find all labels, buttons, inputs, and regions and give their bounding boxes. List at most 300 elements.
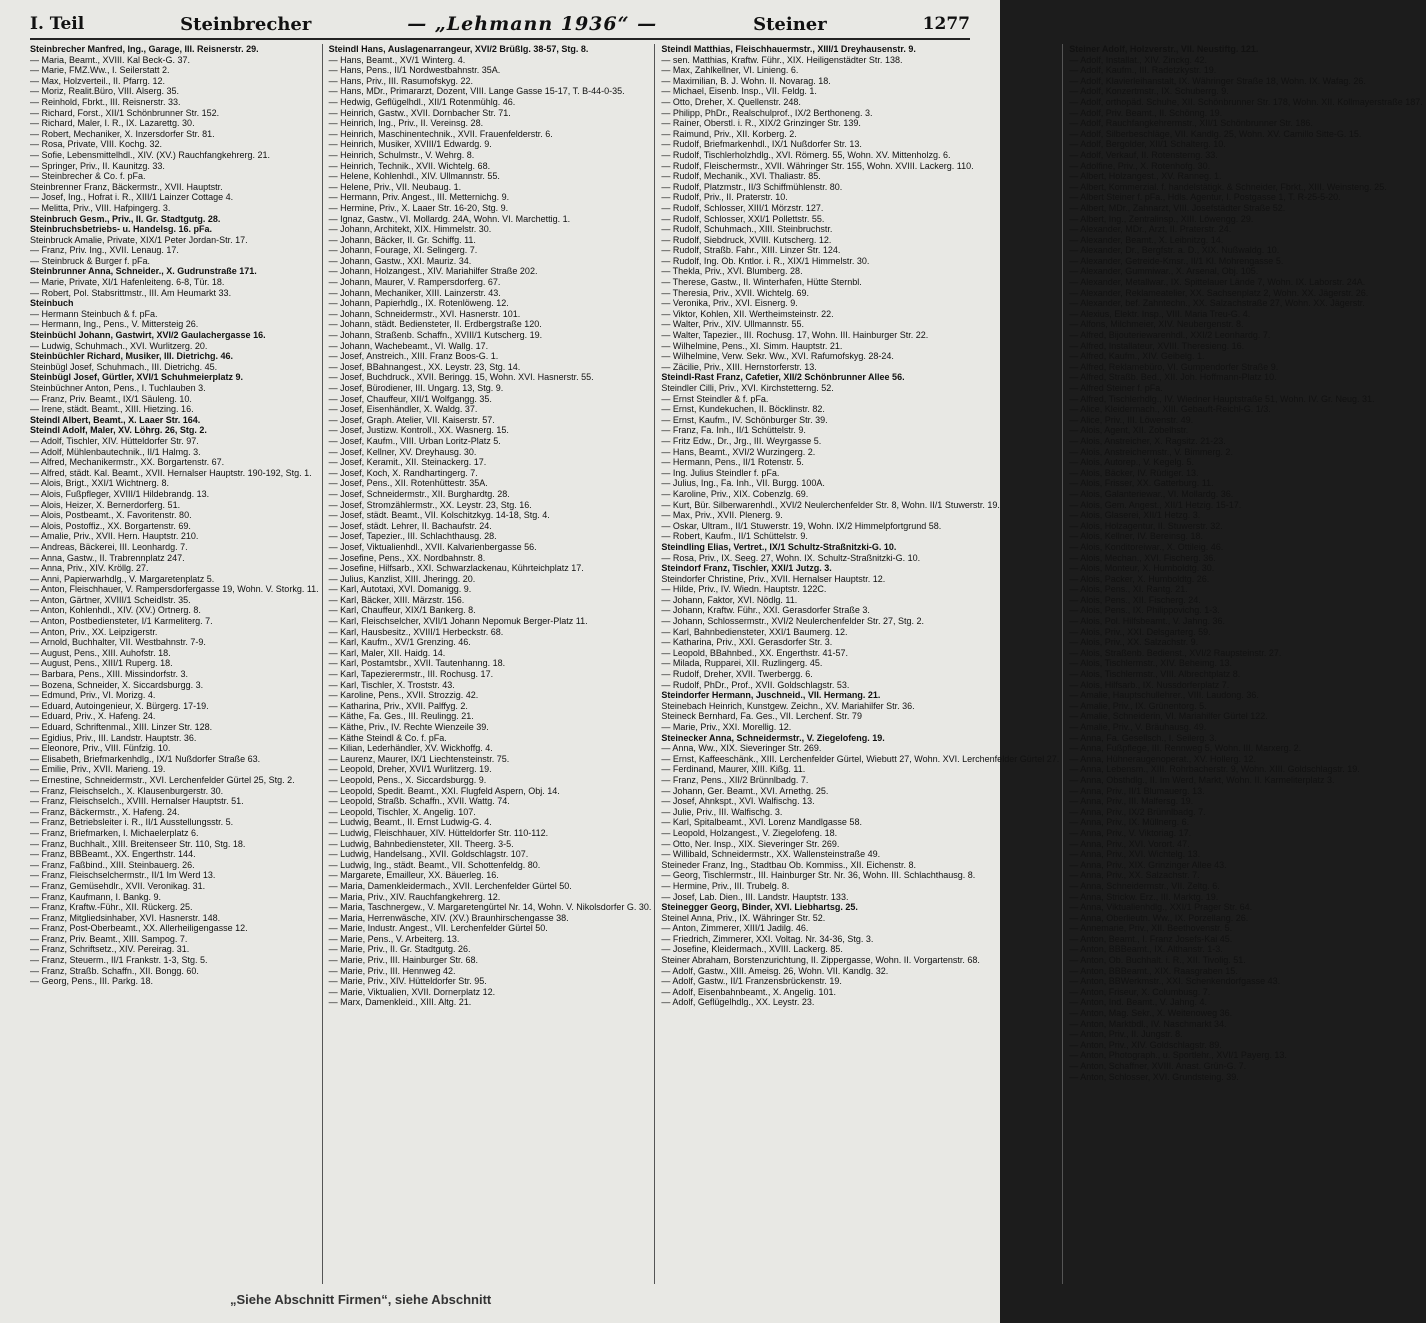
directory-entry: — Johann, Gastw., XXI. Mauriz. 34.: [328, 255, 472, 266]
directory-entry: — Adolf, Installat., XIV. Zinckg. 42.: [1069, 54, 1207, 65]
directory-entry: — Hedwig, Geflügelhdl., XII/1 Rotenmühlg. 46.: [328, 96, 516, 107]
directory-entry: — Otto, Dreher, X. Quellenstr. 248.: [661, 96, 801, 107]
directory-entry: — Adolf, Silberbeschläge, VII. Kandlg. 25, Wohn. XV. Camillo Sitte-G. 15.: [1069, 128, 1362, 139]
directory-entry: Steindling Elias, Vertret., IX/1 Schultz-Straßnitzki-G. 10.: [661, 541, 897, 552]
directory-entry: Steindl Adolf, Maler, XV. Löhrg. 26, Stg. 2.: [30, 425, 207, 436]
directory-entry: — Alois, Straßenb. Bedienst., XVI/2 Raupsteinstr. 27.: [1069, 647, 1282, 658]
directory-entry: — Marie, Private, XI/1 Hafenleiteng. 6-8, Tür. 18.: [30, 277, 225, 288]
directory-entry: — Alois, Glaserei, XII/1 Hetzg. 3.: [1069, 510, 1201, 521]
directory-entry: — Adolfine, Priv., X. Rotenhofg. 30.: [1069, 160, 1211, 171]
directory-entry: — Hermann Steinbuch & f. pFa.: [30, 308, 158, 319]
directory-entry: — Egidius, Priv., III. Landstr. Hauptstr. 36.: [30, 732, 197, 743]
directory-entry: — Anna, Priv., XIX. Grinzinger Allee 43.: [1069, 859, 1227, 870]
directory-entry: — Alois, Agent, XII. Zobelhstr.: [1069, 425, 1189, 436]
directory-entry: — Eduard, Schriftenmal., XIII. Linzer Str. 128.: [30, 722, 213, 732]
directory-entry: — Johann, Holzangest., XIV. Mariahilfer Straße 202.: [328, 266, 538, 277]
directory-entry: — Franz, Gemüsehdlr., XVII. Veronikag. 31.: [30, 880, 206, 891]
directory-entry: Steinbrenner Franz, Bäckermstr., XVII. Hauptstr.: [30, 181, 223, 192]
directory-entry: — Eduard, Priv., X. Hafeng. 24.: [30, 711, 156, 722]
directory-entry: — Hermine, Priv., III. Trubelg. 8.: [661, 880, 790, 891]
directory-entry: — Ernst Steindler & f. pFa.: [661, 393, 769, 404]
directory-entry: — Anna, Priv., XVI. Vorort. 47.: [1069, 838, 1190, 849]
directory-entry: — Margarete, Emailleur, XX. Bäuerleg. 16.: [328, 870, 499, 881]
directory-entry: — Anni, Papierwarhdlg., V. Margaretenplatz 5.: [30, 573, 215, 584]
directory-entry: — Thekla, Priv., XVI. Blumberg. 28.: [661, 266, 803, 277]
directory-entry: — Anton, Gärtner, XVIII/1 Scheidlstr. 35.: [30, 594, 191, 605]
directory-entry: — Viktor, Kohlen, XII. Wertheimsteinstr. 22.: [661, 308, 834, 319]
directory-entry: — Julie, Priv., III. Walfischg. 3.: [661, 806, 783, 817]
directory-entry: — Alois, Fußpfleger, XVIII/1 Hildebrandg. 13.: [30, 488, 210, 499]
directory-entry: — Alois, Pens., XI. Rantg. 21.: [1069, 584, 1188, 595]
directory-entry: — Anna, Schneidermstr., VII. Zeltg. 6.: [1069, 880, 1220, 891]
directory-entry: Steinbüchler Richard, Musiker, III. Dietrichg. 46.: [30, 351, 234, 362]
directory-entry: — Franz, Betriebsleiter i. R., II/1 Ausstellungsstr. 5.: [30, 817, 234, 828]
directory-entry: — Ludwig, Beamt., II. Ernst Ludwig-G. 4.: [328, 817, 492, 828]
directory-entry: — Franz, BBBeamt., XX. Engerthstr. 144.: [30, 849, 196, 860]
directory-entry: — Alois, Pol. Hilfsbeamt., V. Jahng. 36.: [1069, 616, 1225, 627]
directory-entry: — Annemarie, Priv., XII. Beethovenstr. 5.: [1069, 923, 1233, 934]
directory-entry: — Elisabeth, Briefmarkenhdlg., IX/1 Nußdorfer Straße 63.: [30, 753, 261, 764]
directory-entry: — Karl, Autotaxi, XVI. Domanigg. 9.: [328, 584, 472, 595]
directory-entry: — Edmund, Priv., VI. Morizg. 4.: [30, 690, 156, 701]
directory-entry: — Alice, Kleidermach., XIII. Gebauft-Reichl-G. 1/3.: [1069, 404, 1271, 415]
directory-entry: — Anna, Hühneraugenoperat., XV. Hollerg. 12.: [1069, 753, 1257, 764]
directory-entry: — Ernst, Kundekuchen, II. Böcklinstr. 82.: [661, 404, 825, 415]
directory-entry: — Alfred, Bijouteriewarenhdl., XXI/2 Leonhardg. 7.: [1069, 330, 1271, 341]
directory-entry: — Franz, Bäckermstr., X. Hafeng. 24.: [30, 806, 180, 817]
directory-entry: — Ludwig, Handelsang., XVII. Goldschlagstr. 107.: [328, 849, 529, 860]
directory-entry: — Amalie, Priv., XVII. Hern. Hauptstr. 210.: [30, 531, 199, 542]
directory-entry: — Franz, Pens., XII/2 Brünnlbadg. 7.: [661, 774, 809, 785]
directory-entry: — Johann, Bäcker, II. Gr. Schiffg. 11.: [328, 234, 476, 245]
directory-entry: — Karl, Postamtsbr., XVII. Tautenhanng. 18.: [328, 658, 506, 669]
directory-entry: — Max, Holzverteil., II. Pfarrg. 12.: [30, 75, 166, 86]
directory-entry: — Hans, MDr., Primararzt, Dozent, VIII. Lange Gasse 15-17, T. B-44-0-35.: [328, 86, 625, 97]
directory-entry: — Anton, BBBeamt., XIX. Raasgraben 15.: [1069, 965, 1238, 976]
directory-entry: — Maria, Priv., XIV. Rauchfangkehrerg. 12.: [328, 891, 501, 902]
directory-entry: — Adolf, Tischler, XIV. Hütteldorfer Str. 97.: [30, 435, 199, 446]
directory-entry: — Franz, Schriftsetz., XIV. Pereirag. 31.: [30, 944, 190, 955]
directory-entry: — Rosa, Priv., IX. Seeg. 27, Wohn. IX. Schultz-Straßnitzki-G. 10.: [661, 552, 921, 563]
column-2: [329, 44, 656, 1284]
directory-entry: — Anton, Postbediensteter, I/1 Karmeliterg. 7.: [30, 616, 213, 627]
directory-entry: — Franz, Straßb. Schaffn., XII. Bongg. 60.: [30, 965, 199, 976]
directory-entry: — Julius, Ing., Fa. Inh., VII. Burgg. 100A.: [661, 478, 825, 489]
directory-entry: — Anton, Ind. Beamt., V. Jahng. 4.: [1069, 997, 1207, 1008]
directory-entry: — Rudolf, Ing. Ob. Kntlor. i. R., XIX/1 Himmelstr. 30.: [661, 255, 870, 266]
directory-entry: — Johann, Faktor, XVI. Nödlg. 11.: [661, 594, 798, 605]
directory-entry: — Amalie, Hauptschullehrer., VIII. Laudong. 36.: [1069, 690, 1259, 701]
directory-entry: — Rudolf, Straßb. Fahr., XIII. Linzer Str. 124.: [661, 245, 841, 256]
directory-entry: — Josef, Chauffeur, XII/1 Wolfgangg. 35.: [328, 393, 492, 404]
directory-entry: — Alexander, Getreide-Kmsr., II/1 Kl. Mohrengasse 5.: [1069, 255, 1284, 266]
directory-entry: — Alois, Heizer, X. Bernerdorferg. 51.: [30, 499, 181, 510]
directory-entry: — Ernst, Kaufm., IV. Schönburger Str. 39.: [661, 414, 828, 425]
directory-entry: — Karl, Chauffeur, XIX/1 Bankerg. 8.: [328, 605, 476, 616]
directory-entry: — Eduard, Autoingenieur, X. Bürgerg. 17-19.: [30, 700, 209, 711]
directory-entry: — Alfred, städt. Kal. Beamt., XVII. Hernalser Hauptstr. 190-192, Stg. 1.: [30, 467, 312, 478]
directory-entry: — Anna, Obsthdlg., II. Im Werd, Markt, Wohn. II. Karmeliterplatz 3.: [1069, 774, 1335, 785]
directory-entry: — Richard, Maler, I. R., IX. Lazarettg. 30.: [30, 118, 195, 129]
column-3: [661, 44, 1063, 1284]
directory-entry: — Bozena, Schneider, X. Siccardsburgg. 3.: [30, 679, 204, 690]
directory-entry: — Heinrich, Ing., Priv., II. Vereinsg. 28.: [328, 118, 484, 129]
directory-entry: Steindler Cilli, Priv., XVI. Kirchstetterng. 52.: [661, 383, 834, 393]
directory-entry: — Kurt, Bür. Silberwarenhdl., XVI/2 Neulerchenfelder Str. 8, Wohn. II/1 Stuwerstr. 19.: [661, 499, 1000, 510]
directory-entry: — Anna, Priv., XX. Salzachstr. 7.: [1069, 870, 1200, 881]
directory-entry: Steineder Franz, Ing., Stadtbau Ob. Kommiss., XII. Eichenstr. 8.: [661, 859, 916, 870]
directory-entry: — Rudolf, Schuhmach., XIII. Steinbruchstr.: [661, 224, 833, 235]
right-guide-word: Steiner: [753, 13, 827, 35]
directory-entry: — Rudolf, Schlosser, XXI/1 Pollettstr. 55.: [661, 213, 825, 224]
directory-entry: — August, Pens., XIII/1 Ruperg. 18.: [30, 658, 173, 669]
directory-entry: — Marie, Viktualien, XVII. Dornerplatz 12.: [328, 986, 496, 997]
directory-entry: — Maria, Herrenwäsche, XIV. (XV.) Braunhirschengasse 38.: [328, 912, 569, 923]
directory-entry: Steinbüchl Johann, Gastwirt, XVI/2 Gaulachergasse 16.: [30, 330, 266, 341]
directory-entry: Steineck Bernhard, Fa. Ges., VII. Lerchenf. Str. 79: [661, 711, 862, 722]
directory-entry: — Alexander, Dr., Bergfstr. a. D., XIX. Nußwaldg. 10.: [1069, 245, 1280, 256]
directory-entry: — Alexander, Reklameatelier, XX. Sachsenplatz 2, Wohn. XX. Jägerstr. 26.: [1069, 287, 1369, 298]
directory-entry: — Leopold, Holzangest., V. Ziegelofeng. 18.: [661, 827, 838, 838]
directory-entry: — Alois, Pens., IX. Philippovichg. 1-3.: [1069, 605, 1220, 616]
directory-entry: — Anton, BBWerkmstr., XXI. Schenkendorfgasse 43.: [1069, 976, 1281, 987]
directory-entry: — Johann, Ger. Beamt., XVI. Arnethg. 25.: [661, 785, 829, 796]
directory-entry: — Ludwig, Schuhmach., XVI. Wurlitzerg. 20.: [30, 340, 208, 351]
directory-entry: Steinegger Georg, Binder, XVI. Liebhartsg. 25.: [661, 902, 858, 913]
directory-entry: — Franz, Fleischselch., XVIII. Hernalser Hauptstr. 51.: [30, 796, 244, 807]
directory-entry: — Franz, Kaufmann, I. Bankg. 9.: [30, 891, 162, 902]
directory-entry: — Josef, Buchdruck., XVII. Beringg. 15, Wohn. XVI. Hasnerstr. 55.: [328, 372, 594, 383]
directory-entry: — Alexander, Gummiwar., X. Arsenal, Obj. 105.: [1069, 266, 1259, 277]
directory-entry: — Wilhelmine, Pens., XI. Simm. Hauptstr. 21.: [661, 340, 843, 351]
page-number: 1277: [922, 14, 970, 34]
directory-entry: — Adolf, Gastw., XIII. Ameisg. 26, Wohn. VII. Kandlg. 32.: [661, 965, 889, 976]
directory-entry: — Barbara, Pens., XIII. Missindorfstr. 3.: [30, 669, 189, 680]
directory-entry: — Melitta, Priv., VIII. Hafpingerg. 3.: [30, 202, 171, 213]
directory-entry: — Leopold, Tischler, X. Angelig. 107.: [328, 806, 476, 817]
directory-entry: — Anna, Priv., III. Malfersg. 19.: [1069, 796, 1194, 807]
directory-entry: — Rudolf, Fleischermstr., XVII. Währinger Str. 155, Wohn. XVIII. Lackerg. 110.: [661, 160, 974, 171]
directory-entry: — Franz, Steuerm., II/1 Frankstr. 1-3, Stg. 5.: [30, 955, 208, 966]
directory-entry: — Hilde, Priv., IV. Wiedn. Hauptstr. 122C.: [661, 584, 827, 595]
directory-entry: — Oskar, Ultram., II/1 Stuwerstr. 19, Wohn. IX/2 Himmelpfortgrund 58.: [661, 520, 942, 531]
directory-entry: — Josefine, Hilfsarb., XXI. Schwarzlackenau, Kührteichplatz 17.: [328, 563, 584, 574]
directory-entry: — Rudolf, Siebdruck, XVIII. Kutscherg. 12.: [661, 234, 832, 245]
directory-entry: — Leopold, BBahnbed., XX. Engerthstr. 41-57.: [661, 647, 848, 658]
directory-entry: — Steinbruck & Burger f. pFa.: [30, 255, 151, 266]
directory-entry: — Anna, Priv., XIV. Kröllg. 27.: [30, 563, 149, 574]
directory-entry: — Ludwig, Fleischhauer, XIV. Hütteldorfer Str. 110-112.: [328, 827, 549, 838]
directory-entry: — Albert, MDr., Zahnarzt, VIII. Josefstädter Straße 52.: [1069, 202, 1286, 213]
directory-entry: — Heinrich, Musiker, XVIII/1 Edwardg. 9.: [328, 139, 492, 150]
directory-entry: — Georg, Pens., III. Parkg. 18.: [30, 976, 154, 987]
directory-entry: — Johann, Wachebeamt., VI. Wallg. 17.: [328, 340, 489, 351]
directory-entry: — Karl, Bahnbediensteter, XXI/1 Baumerg. 12.: [661, 626, 848, 637]
directory-entry: — Friedrich, Zimmerer, XXI. Voltag. Nr. 34-36, Stg. 3.: [661, 933, 874, 944]
directory-entry: Steinebach Heinrich, Kunstgew. Zeichn., XV. Mariahilfer Str. 36.: [661, 700, 915, 711]
directory-entry: — Alois, Galanteriewar., VI. Mollardg. 36.: [1069, 488, 1234, 499]
directory-entry: — Georg, Tischlermstr., III. Hainburger Str. Nr. 36, Wohn. III. Schlachthausg. 8.: [661, 870, 976, 881]
directory-entry: — Franz, Fleischselch., X. Klausenburgerstr. 30.: [30, 785, 224, 796]
directory-entry: — Hans, Priv., III. Rasumofskyg. 22.: [328, 75, 474, 86]
directory-entry: — Anton, Priv., II. Jungstr. 8.: [1069, 1029, 1183, 1040]
directory-entry: — Alexander, Beamt., X. Leibnitzg. 14.: [1069, 234, 1224, 245]
directory-entry: — Adolf, Mühlenbautechnik., II/1 Halmg. 3.: [30, 446, 201, 457]
directory-entry: — Alfred, Kaufm., XIV. Geibelg. 1.: [1069, 351, 1205, 362]
directory-entry: — Leopold, Pens., X. Siccardsburgg. 9.: [328, 774, 487, 785]
directory-entry: — Leopold, Dreher, XVI/1 Wurlitzerg. 19.: [328, 764, 492, 775]
directory-entry: — Karl, Hausbesitz., XVIII/1 Herbeckstr. 68.: [328, 626, 504, 637]
directory-entry: — Springer, Priv., II. Kaunitzg. 33.: [30, 160, 165, 171]
directory-entry: — Anton, Kohlenhdl., XIV. (XV.) Ortnerg. 8.: [30, 605, 201, 616]
directory-entry: — Anton, Photograph., u. Sportlehr., XVI/1 Payerg. 13.: [1069, 1050, 1287, 1061]
directory-entry: — Alois, Holzagentur, II. Stuwerstr. 32.: [1069, 520, 1223, 531]
directory-entry: — Alfred, Installateur, XVIII. Theresieng. 16.: [1069, 340, 1245, 351]
directory-entry: — Josef, Eisenhändler, X. Waldg. 37.: [328, 404, 478, 415]
directory-entry: — Alois, Frisser, XX. Gatterburg. 11.: [1069, 478, 1214, 489]
directory-entry: Steinbrecher Manfred, Ing., Garage, III. Reisnerstr. 29.: [30, 44, 259, 54]
directory-entry: — Marie, Priv., III. Hennweg 42.: [328, 965, 456, 976]
directory-entry: — Anna, Priv., XVI. Wichtelg. 13.: [1069, 849, 1201, 860]
directory-entry: — Adolf, orthopäd. Schuhe, XII. Schönbrunner Str. 178, Wohn. XII. Kollmayerstraße 187.: [1069, 96, 1423, 107]
directory-entry: — Laurenz, Maurer, IX/1 Liechtensteinstr. 75.: [328, 753, 510, 764]
directory-entry: — Josef, Koch, X. Randhartingerg. 7.: [328, 467, 478, 478]
directory-entry: — Johann, Kraftw. Führ., XXI. Gerasdorfer Straße 3.: [661, 605, 870, 616]
directory-entry: — Johann, Papierhdlg., IX. Rotenlöweng. 12.: [328, 298, 509, 309]
directory-entry: — Anna, Fußpflege, III. Rennweg 5, Wohn. III. Marxerg. 2.: [1069, 743, 1302, 754]
directory-entry: — Heinrich, Schulmstr., V. Wehrg. 8.: [328, 149, 475, 160]
directory-entry: — Alois, Bäcker, IV. Rüdiger. 13.: [1069, 467, 1199, 478]
directory-entry: — Raimund, Priv., XII. Korberg. 2.: [661, 128, 797, 139]
directory-entry: — Alfons, Milchmeier, XIV. Neubergenstr. 8.: [1069, 319, 1244, 330]
directory-entry: — Anna, Strickw. Erz., III. Marktg. 19.: [1069, 891, 1219, 902]
directory-entry: — Josef, Justizw. Kontroll., XX. Wasnerg. 15.: [328, 425, 509, 436]
directory-entry: — Anna, Oberlieutn. Ww., IX. Porzellang. 26.: [1069, 912, 1249, 923]
directory-entry: — Adolf, Bergolder, XII/1 Schalterg. 10.: [1069, 139, 1226, 150]
directory-entry: — Marie, Priv., III. Hainburger Str. 68.: [328, 955, 479, 966]
directory-entry: — Marie, Priv., XXI. Morellig. 12.: [661, 722, 792, 732]
directory-entry: — Alexius, Elektr. Insp., VIII. Maria Treu-G. 4.: [1069, 308, 1251, 319]
directory-entry: — Anna, Viktualienhdlg., XXI/1 Prager Str. 64.: [1069, 902, 1253, 913]
directory-entry: — Alois, Gem. Angest., XII/1 Hetzig. 15-17.: [1069, 499, 1242, 510]
publication-title: — „Lehmann 1936“ —: [407, 13, 658, 35]
page-header: [30, 10, 970, 40]
directory-entry: — Franz, Fleischselchermstr., II/1 Im Werd 13.: [30, 870, 216, 881]
directory-entry: — Alfred Steiner f. pFa.: [1069, 383, 1163, 393]
directory-entry: — Marx, Damenkleid., XIII. Altg. 21.: [328, 997, 472, 1008]
directory-entry: — Marie, Industr. Angest., VII. Lerchenfelder Gürtel 50.: [328, 923, 548, 934]
column-1: [30, 44, 323, 1284]
directory-entry: — Robert, Mechaniker, X. Inzersdorfer Str. 81.: [30, 128, 215, 139]
directory-entry: — Johann, Schlossermstr., XVI/2 Neulerchenfelder Str. 27, Stg. 2.: [661, 616, 924, 627]
directory-entry: — Alfred, Reklamebüro, VI. Gumpendorfer Straße 9.: [1069, 361, 1279, 372]
directory-entry: — Alois, Packer, X. Humboldtg. 26.: [1069, 573, 1210, 584]
directory-entry: — Alois, Anstreicher, X. Ragsitz. 21-23.: [1069, 435, 1226, 446]
directory-entry: — Josef, Viktualienhdl., XVII. Kalvarienbergasse 56.: [328, 541, 537, 552]
directory-entry: Steindl Albert, Beamt., X. Laaer Str. 164.: [30, 414, 201, 425]
directory-entry: — Alfred, Mechanikermstr., XX. Borgartenstr. 67.: [30, 457, 225, 468]
directory-entry: Steindorfer Christine, Priv., XVII. Hernalser Hauptstr. 12.: [661, 573, 886, 584]
directory-entry: — Anna, Gastw., II. Trabrennplatz 247.: [30, 552, 185, 563]
directory-entry: — Josef, Ahnkspt., XVI. Walfischg. 13.: [661, 796, 815, 807]
directory-entry: — Franz, Briefmarken, I. Michaelerplatz 6.: [30, 827, 199, 838]
directory-entry: — Anton, Priv., XIV. Goldschlagstr. 89.: [1069, 1039, 1222, 1050]
directory-entry: — Rudolf, PhDr., Prof., XVII. Goldschlagstr. 53.: [661, 679, 850, 690]
directory-entry: — Rudolf, Tischlerholzhdlg., XVI. Römerg. 55, Wohn. XV. Mittenholzg. 6.: [661, 149, 951, 160]
directory-entry: — Käthe, Fa. Ges., III. Reulingg. 21.: [328, 711, 474, 722]
directory-entry: — Johann, Architekt, XIX. Himmelstr. 30.: [328, 224, 492, 235]
directory-entry: — Hans, Beamt., XVI/2 Wurzingerg. 2.: [661, 446, 816, 457]
directory-entry: — Josef, Graph. Atelier, VII. Kaiserstr. 57.: [328, 414, 495, 425]
directory-entry: — Alois, Priv., XXI. Delsgarterg. 59.: [1069, 626, 1211, 637]
directory-entry: — Franz, Fa. Inh., II/1 Schüttelstr. 9.: [661, 425, 806, 436]
directory-entry: — Rudolf, Briefmarkenhdl., IX/1 Nußdorfer Str. 13.: [661, 139, 862, 150]
directory-entry: — Michael, Eisenb. Insp., VII. Feldg. 1.: [661, 86, 817, 97]
directory-entry: Steinbrunner Anna, Schneider., X. Gudrunstraße 171.: [30, 266, 257, 277]
directory-entry: — Adolf, Gastw., II/1 Franzensbrückenstr. 19.: [661, 976, 842, 987]
directory-entry: — Max, Zahlkellner, VI. Linieng. 6.: [661, 65, 799, 76]
directory-entry: — Heinrich, Gastw., XVII. Dornbacher Str. 71.: [328, 107, 511, 118]
directory-entry: — Alois, Hilfsarb., IX. Nussdorferplatz 7.: [1069, 679, 1230, 690]
directory-entry: — Rudolf, Platzmstr., II/3 Schiffmühlenstr. 80.: [661, 181, 843, 192]
directory-entry: — Helene, Priv., VII. Neubaug. 1.: [328, 181, 462, 192]
directory-entry: — Josef, städt. Beamt., VII. Kolschitzkyg. 14-18, Stg. 4.: [328, 510, 550, 521]
directory-entry: — Franz, Buchhalt., XIII. Breitenseer Str. 110, Stg. 18.: [30, 838, 246, 849]
directory-entry: — Johann, Maurer, V. Rampersdorferg. 67.: [328, 277, 501, 288]
directory-entry: — Anton, Beamt., I. Franz Josefs-Kai 45.: [1069, 933, 1233, 944]
directory-entry: — Kilian, Lederhändler, XV. Wickhoffg. 4.: [328, 743, 493, 754]
directory-entry: — Josef, Lab. Dien., III. Landstr. Hauptstr. 133.: [661, 891, 849, 902]
directory-entry: Steinecker Anna, Schneidermstr., V. Ziegelofeng. 19.: [661, 732, 885, 743]
directory-entry: — Anna, Priv., V. Viktoriag. 17.: [1069, 827, 1192, 838]
directory-entry: — Adolf, Kaufm., III. Radetzkystr. 19.: [1069, 65, 1217, 76]
directory-entry: — Anna, Fa. Gesellsch., I. Seilerg. 3.: [1069, 732, 1217, 743]
directory-entry: Steindl Matthias, Fleischhauermstr., XIII/1 Dreyhausenstr. 9.: [661, 44, 916, 54]
directory-entry: — Therese, Gastw., II. Winterhafen, Hütte Sternbl.: [661, 277, 862, 288]
directory-entry: — Franz, Mitgliedsinhaber, XVI. Hasnerstr. 148.: [30, 912, 221, 923]
directory-entry: — Rainer, Oberstl. i. R., XIX/2 Grinzinger Str. 139.: [661, 118, 861, 129]
directory-entry: — Anton, Mag. Sekr., X. Weitenoweg 36.: [1069, 1008, 1233, 1019]
directory-entry: — Alfred, Tischlerhdlg., IV. Wiedner Hauptstraße 51, Wohn. IV. Gr. Neug. 31.: [1069, 393, 1375, 404]
directory-entry: — Josef, Kellner, XV. Dreyhausg. 30.: [328, 446, 477, 457]
directory-entry: — Katharina, Priv., XXI. Gerasdorfer Str. 3.: [661, 637, 833, 648]
directory-entry: — Philipp, PhDr., Realschulprof., IX/2 Berthoneng. 3.: [661, 107, 873, 118]
directory-entry: — Rosa, Private, VIII. Kochg. 32.: [30, 139, 163, 150]
directory-entry: — Käthe Steindl & Co. f. pFa.: [328, 732, 447, 743]
directory-entry: — Ludwig, Bahnbediensteter, XII. Theerg. 3-5.: [328, 838, 514, 849]
directory-entry: — Johann, Fourage, XI. Selingerg. 7.: [328, 245, 478, 256]
directory-entry: — Alois, Anstreichermstr., V. Bimmerg. 2.: [1069, 446, 1233, 457]
directory-entry: — Josefine, Pens., XX. Nordbahnstr. 8.: [328, 552, 486, 563]
directory-entry: Steinbüchner Anton, Pens., I. Tuchlauben 3.: [30, 383, 206, 393]
directory-entry: — Karl, Bäcker, XIII. Märzstr. 156.: [328, 594, 465, 605]
directory-entry: — Karl, Maler, XII. Haidg. 14.: [328, 647, 446, 658]
directory-entry: — Helene, Kohlenhdl., XIV. Ullmannstr. 55.: [328, 171, 500, 182]
directory-entry: — Irene, städt. Beamt., XIII. Hietzing. 16.: [30, 404, 194, 415]
directory-entry: — Maximilian, B. J. Wohn. II. Novarag. 18.: [661, 75, 831, 86]
directory-entry: — Alois, Autorep., V. Kegelg. 5.: [1069, 457, 1194, 468]
directory-entry: — Rudolf, Priv., II. Praterstr. 10.: [661, 192, 788, 203]
directory-entry: — Leopold, Straßb. Schaffn., XVII. Wattg. 74.: [328, 796, 510, 807]
directory-entry: — Rudolf, Schlosser, XIII/1 Mörzstr. 127.: [661, 202, 824, 213]
directory-entry: — Johann, Straßenb. Schaffn., XVIII/1 Kutscherg. 19.: [328, 330, 543, 341]
directory-entry: — Adolf, Rauchfangkehrermstr., XII/1 Schönbrunner Str. 186.: [1069, 118, 1313, 129]
directory-entry: — Wilhelmine, Verw. Sekr. Ww., XVI. Rafumofskyg. 28-24.: [661, 351, 894, 362]
directory-entry: — Heinrich, Technik., XVII. Wichtelg. 68.: [328, 160, 491, 171]
directory-entry: — Karl, Tischler, X. Troststr. 43.: [328, 679, 455, 690]
column-4: [1069, 44, 1426, 1284]
directory-entry: — Josef, Schneidermstr., XII. Burghardtg. 28.: [328, 488, 510, 499]
directory-entry: — Amalie, Schneiderin, VI. Mariahilfer Gürtel 122.: [1069, 711, 1268, 722]
directory-entry: — Walter, Tapezier., III. Rochusg. 17, Wohn. III. Hainburger Str. 22.: [661, 330, 929, 341]
directory-entry: — Johann, Schneidermstr., XVI. Hasnerstr. 101.: [328, 308, 521, 319]
directory-entry: — Rudolf, Dreher, XVII. Twerbergg. 6.: [661, 669, 813, 680]
part-label: I. Teil: [30, 14, 85, 34]
directory-entry: — Karl, Tapezierermstr., III. Rochusg. 17.: [328, 669, 494, 680]
directory-entry: — Anna, Priv., IX. Müllnerg. 6.: [1069, 817, 1190, 828]
directory-entry: — Albert, Kommerzial. f. handelstätigk. & Schneider, Fbrkt., XIII. Weinsteng. 25.: [1069, 181, 1387, 192]
directory-entry: — Amalie, Priv., V. Bräuhausg. 49.: [1069, 722, 1207, 732]
directory-entry: — Emilie, Priv., XVII. Marieng. 19.: [30, 764, 166, 775]
directory-entry: — Johann, städt. Bediensteter, II. Erdbergstraße 120.: [328, 319, 542, 330]
directory-entry: — Katharina, Priv., XVII. Palffyg. 2.: [328, 700, 468, 711]
directory-entry: — Reinhold, Fbrkt., III. Reisnerstr. 33.: [30, 96, 181, 107]
directory-entry: — Albert, Ing., Zentralinsp., XIII. Löwengg. 29.: [1069, 213, 1254, 224]
directory-entry: — Eleonore, Priv., VIII. Fünfzig. 10.: [30, 743, 171, 754]
directory-entry: — Adolf, Klavierleihanstalt, IX. Währinger Straße 18, Wohn. IX. Wafag. 26.: [1069, 75, 1366, 86]
directory-entry: — Willibald, Schneidermstr., XX. Wallensteinstraße 49.: [661, 849, 881, 860]
directory-entry: — Josef, Tapezier., III. Schlachthausg. 28.: [328, 531, 497, 542]
directory-entry: — Johann, Mechaniker, XIII. Lainzerstr. 43.: [328, 287, 501, 298]
directory-entry: — Franz, Kraftw.-Führ., XII. Rückerg. 25.: [30, 902, 193, 913]
directory-entry: — Adolf, Geflügelhdlg., XX. Leystr. 23.: [661, 997, 815, 1008]
directory-entry: — Alois, Pens., XII. Fischerg. 24.: [1069, 594, 1201, 605]
directory-entry: — Karoline, Priv., XIX. Cobenzlg. 69.: [661, 488, 809, 499]
directory-entry: Steinbügl Josef, Schuhmach., III. Dietrichg. 45.: [30, 361, 218, 372]
directory-entry: — Franz, Priv. Beamt., XIII. Sampog. 7.: [30, 933, 188, 944]
directory-entry: — Otto, Ner. Insp., XIX. Sieveringer Str. 269.: [661, 838, 840, 849]
directory-entry: — Julius, Kanzlist, XIII. Jheringg. 20.: [328, 573, 476, 584]
directory-entry: — Anna, Priv., IX/2 Brünnlbadg. 7.: [1069, 806, 1206, 817]
directory-entry: — Ludwig, Ing., städt. Beamt., VII. Schottenfeldg. 80.: [328, 859, 541, 870]
directory-entry: — Albert, Holzangest., XV. Ranneg. 1.: [1069, 171, 1222, 182]
directory-entry: — Alois, Mechan., XVI. Fischerg. 36.: [1069, 552, 1216, 563]
directory-entry: — Alois, Monteur, X. Humboldtg. 30.: [1069, 563, 1215, 574]
directory-entry: — Marie, FMZ.Ww., I. Seilerstatt 2.: [30, 65, 170, 76]
directory-entry: — Franz, Priv. Ing., XVII. Lenaug. 17.: [30, 245, 179, 256]
directory-entry: — Alfred, Straßb. Bed., XII. Joh. Hoffmann-Platz 10.: [1069, 372, 1277, 383]
directory-entry: — Adolf, Verkauf, II. Rotensterng. 33.: [1069, 149, 1218, 160]
directory-entry: — Alois, Brigt., XXI/1 Wichtnerg. 8.: [30, 478, 170, 489]
directory-entry: — Anna, Ww., XIX. Sieveringer Str. 269.: [661, 743, 822, 754]
directory-entry: — Sofie, Lebensmittelhdl., XIV. (XV.) Rauchfangkehrerg. 21.: [30, 149, 270, 160]
directory-entry: — Hans, Pens., II/1 Nordwestbahnstr. 35A.: [328, 65, 501, 76]
directory-entry: — Josef, städt. Lehrer, II. Bachaufstr. 24.: [328, 520, 492, 531]
directory-entry: — Theresia, Priv., XVII. Wichtelg. 69.: [661, 287, 810, 298]
left-guide-word: Steinbrecher: [180, 13, 312, 35]
directory-entry: — Richard, Forst., XII/1 Schönbrunner Str. 152.: [30, 107, 220, 118]
directory-entry: — Anna, Lebensm., XIII. Rohrbacherstr. 9, Wohn. XIII. Goldschlagstr. 19.: [1069, 764, 1360, 775]
directory-entry: — Alexander, Metallwar., IX. Spittelauer Lände 7, Wohn. IX. Laborstr. 24A.: [1069, 277, 1366, 288]
directory-entry: — Marie, Priv., XIV. Hütteldorfer Str. 95.: [328, 976, 487, 987]
directory-entry: — Anton, BBBeamt., IX. Althanstr. 1-3.: [1069, 944, 1223, 955]
directory-entry: Steinbuch: [30, 298, 74, 309]
directory-entry: — August, Pens., XIII. Auhofstr. 18.: [30, 647, 171, 658]
directory-entry: Steindorfer Hermann, Juschneid., VII. Hermang. 21.: [661, 690, 881, 701]
directory-entry: — Anton, Schlosser, XVI. Grundsteing. 39.: [1069, 1071, 1239, 1082]
directory-entry: — Anton, Friseur, X. Columbusg. 7.: [1069, 986, 1211, 997]
directory-entry: — Anton, Schaffner, XVIII. Anast. Grün-G. 7.: [1069, 1061, 1247, 1071]
